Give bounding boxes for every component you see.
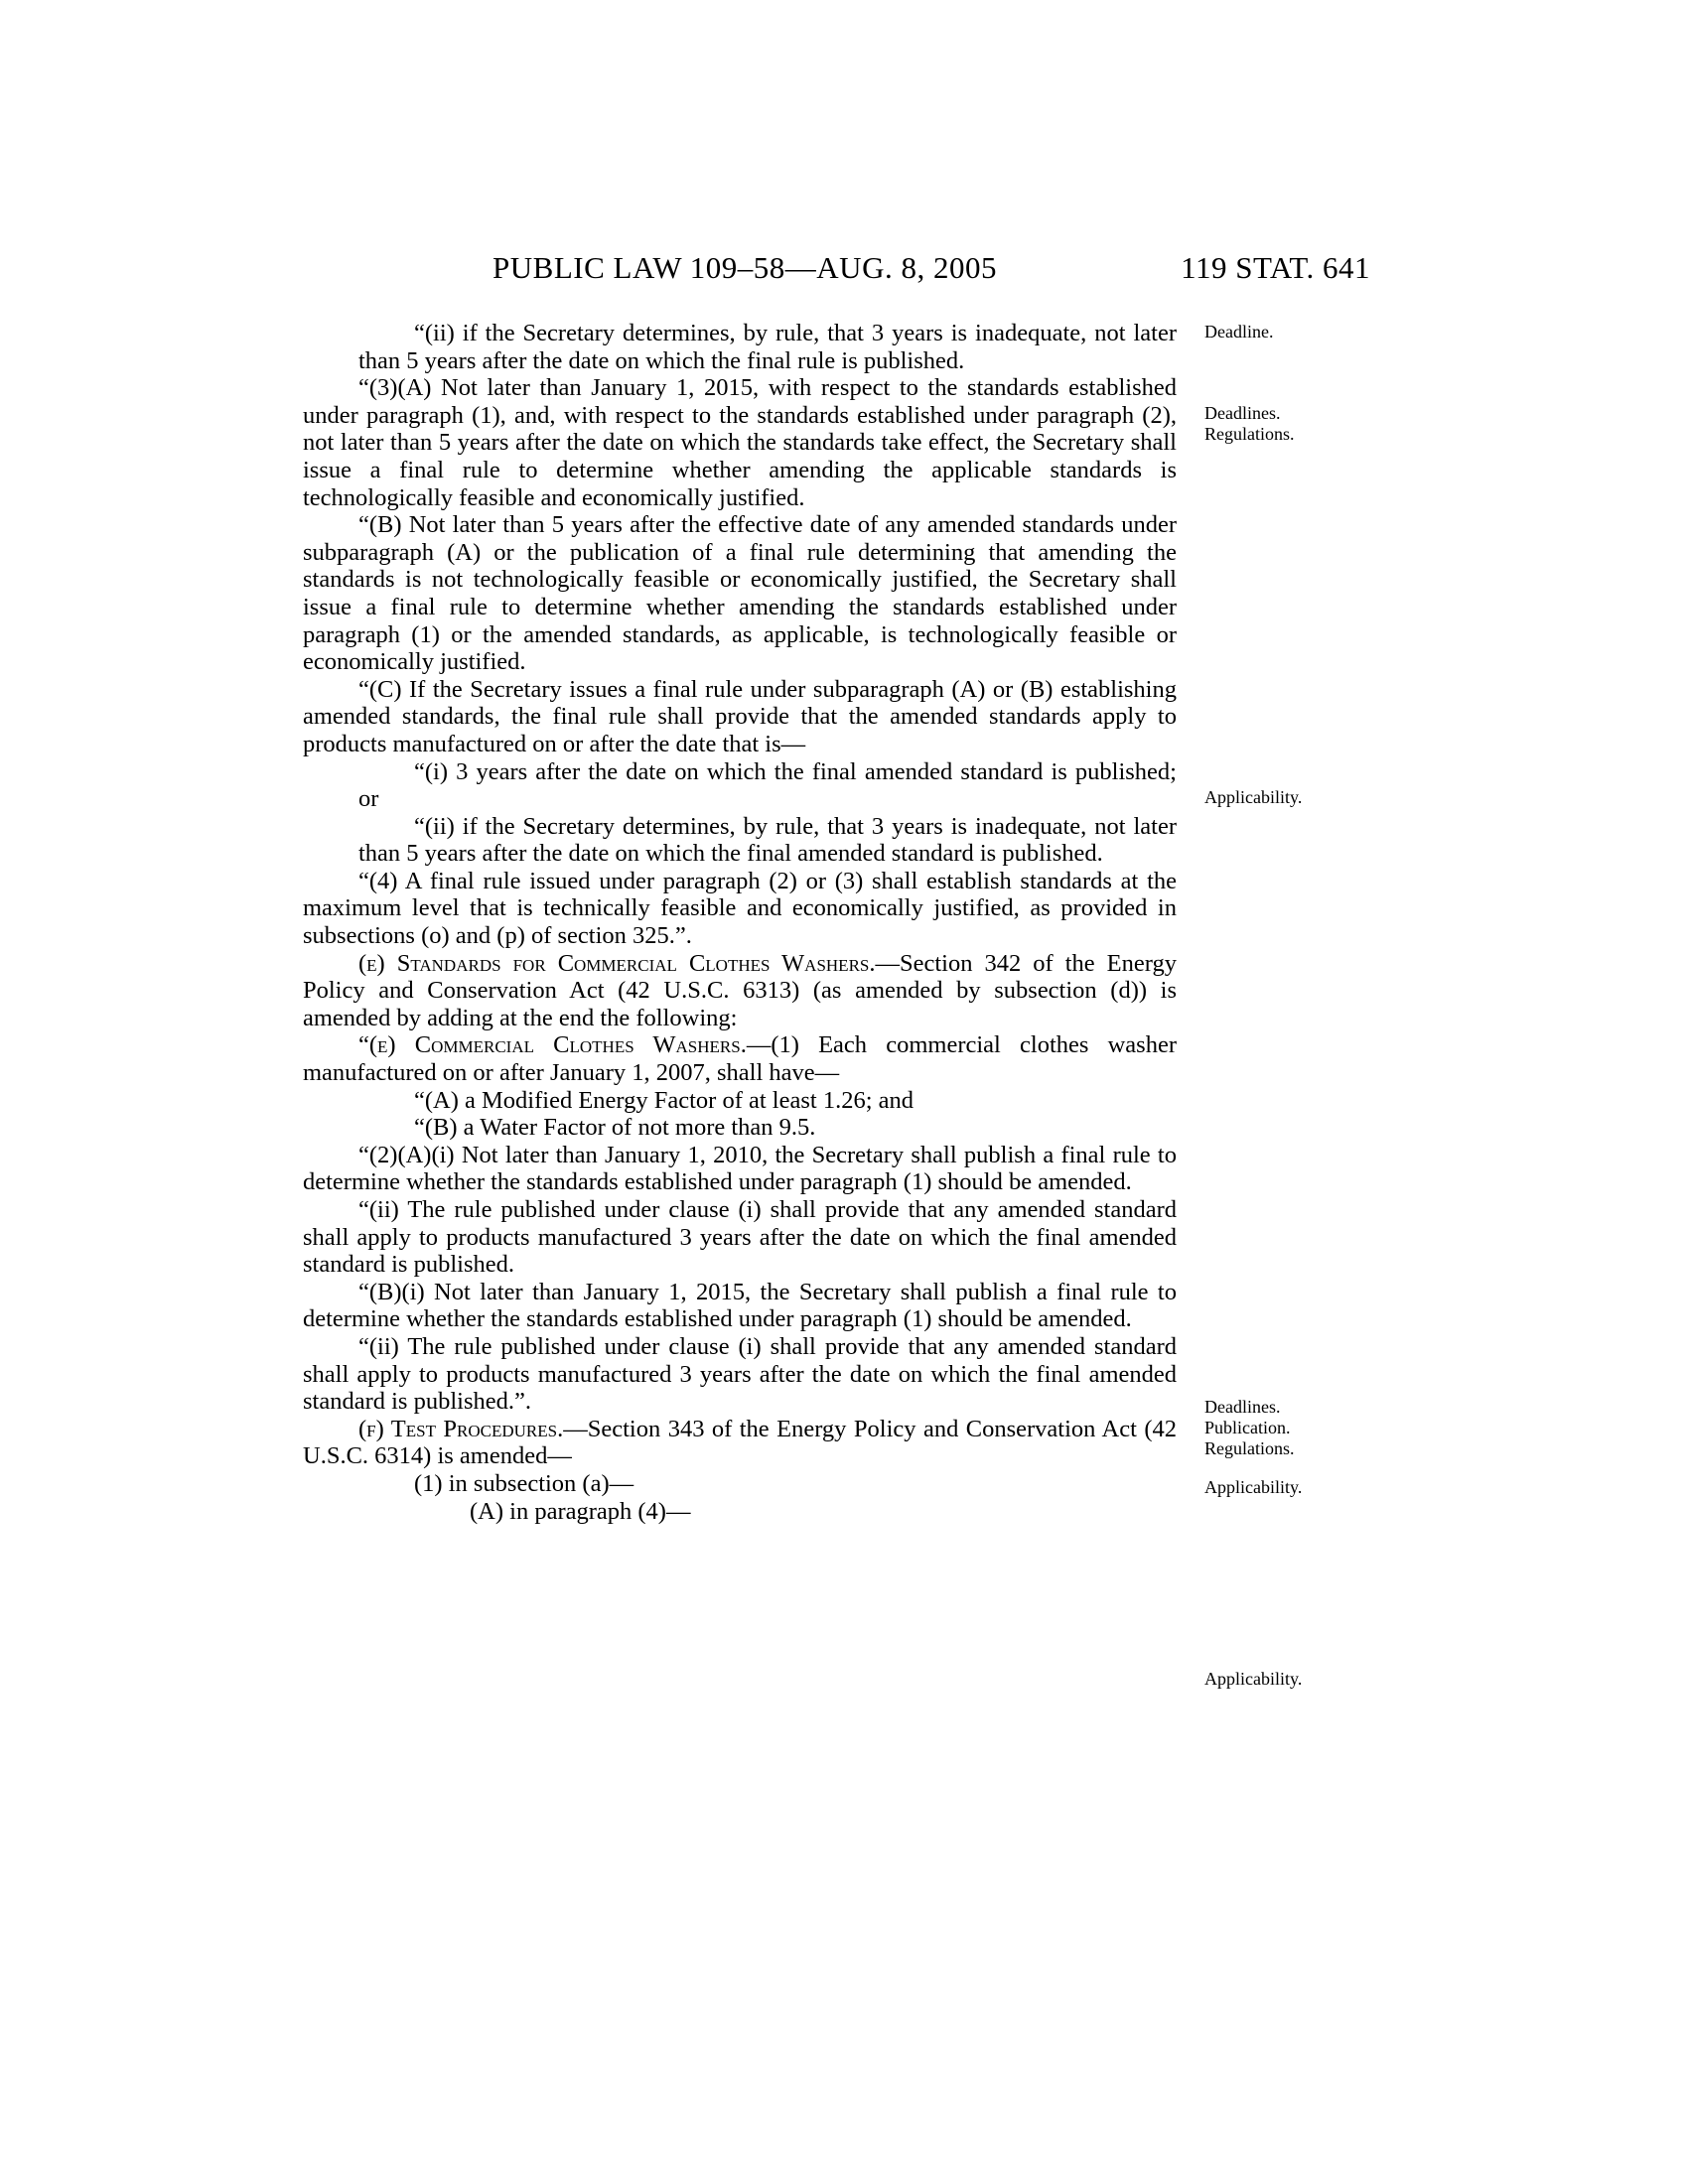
commercial-clothes-washers-heading: “(e) Commercial Clothes Washers.	[358, 1031, 747, 1059]
body-text	[303, 320, 1177, 1525]
margin-note-applicability-2: Applicability.	[1204, 1477, 1303, 1497]
subsection-f-heading: (f) Test Procedures.	[358, 1415, 564, 1442]
paragraph-3c: “(C) If the Secretary issues a final rule under subparagraph (A) or (B) establishing amended standards, the final rule shall provide that the amended standards apply to products manufactured on or after the date that is—	[303, 675, 1177, 757]
paragraph-f-1: (1) in subsection (a)—	[414, 1469, 634, 1497]
subsection-e	[303, 950, 1177, 1032]
subsection-e-text: —Section 342 of the Energy Policy and Conservation Act (42 U.S.C. 6313) (as amended by subsection (d)) is amended by adding at the end the following:	[303, 949, 1177, 1031]
paragraph-3c-i: “(i) 3 years after the date on which the final amended standard is published; or	[358, 757, 1177, 813]
margin-note-applicability-3: Applicability.	[1204, 1669, 1303, 1689]
paragraph-3a: “(3)(A) Not later than January 1, 2015, with respect to the standards established under paragraph (1), and, with respect to the standards established under paragraph (2), not later than 5 years after the date on which the standards take effect, the Secretary shall issue a final rule to determine whether amending the applicable standards is technologically feasible and economically justified.	[303, 374, 1177, 511]
paragraph-e-2-a-ii: “(ii) The rule published under clause (i) shall provide that any amended standard shall apply to products manufactured 3 years after the date on which the final amended standard is published.	[303, 1196, 1177, 1279]
page-header-stat-ref: 119 STAT. 641	[1181, 250, 1370, 285]
subsection-f	[303, 1416, 1177, 1470]
subsection-e-heading: (e) Standards for Commercial Clothes Washers.	[358, 949, 876, 977]
margin-note-applicability-1: Applicability.	[1204, 787, 1303, 807]
page-header-title: PUBLIC LAW 109–58—AUG. 8, 2005	[492, 250, 997, 285]
margin-note-deadlines-regulations: Deadlines. Regulations.	[1204, 403, 1295, 444]
page-header	[298, 250, 1370, 290]
paragraph-3b: “(B) Not later than 5 years after the effective date of any amended standards under subparagraph (A) or the publication of a final rule determining that amending the standards is not technologically feasible or economically justified, the Secretary shall issue a final rule to determine whether amending the standards established under paragraph (1) or the amended standards, as applicable, is technologically feasible or economically justified.	[303, 511, 1177, 676]
paragraph-e-2-a-i: “(2)(A)(i) Not later than January 1, 2010, the Secretary shall publish a final rule to determine whether the standards established under paragraph (1) should be amended.	[303, 1141, 1177, 1196]
subsection-f-text: —Section 343 of the Energy Policy and Conservation Act (42 U.S.C. 6314) is amended—	[303, 1415, 1178, 1470]
paragraph-3c-ii: “(ii) if the Secretary determines, by rule, that 3 years is inadequate, not later than 5 years after the date on which the final amended standard is published.	[358, 812, 1177, 868]
paragraph-e-1-a: “(A) a Modified Energy Factor of at least 1.26; and	[414, 1086, 914, 1114]
paragraph-e-2-b-ii: “(ii) The rule published under clause (i) shall provide that any amended standard shall apply to products manufactured 3 years after the date on which the final amended standard is published.”.	[303, 1332, 1177, 1416]
margin-note-deadlines-publication-regulations: Deadlines. Publication. Regulations.	[1204, 1397, 1295, 1458]
paragraph-ii-final-rule: “(ii) if the Secretary determines, by rule, that 3 years is inadequate, not later than 5 years after the date on which the final rule is published.	[358, 320, 1177, 374]
paragraph-e-2-b-i: “(B)(i) Not later than January 1, 2015, the Secretary shall publish a final rule to determine whether the standards established under paragraph (1) should be amended.	[303, 1278, 1177, 1333]
paragraph-e-1-b: “(B) a Water Factor of not more than 9.5.	[414, 1114, 816, 1142]
paragraph-4: “(4) A final rule issued under paragraph (2) or (3) shall establish standards at the maximum level that is technically feasible and economically justified, as provided in subsections (o) and (p) of section 325.”.	[303, 867, 1177, 950]
margin-note-deadline: Deadline.	[1204, 322, 1274, 341]
paragraph-f-1-a: (A) in paragraph (4)—	[470, 1497, 691, 1525]
commercial-clothes-washers-section	[303, 1031, 1177, 1086]
commercial-clothes-washers-text: —(1) Each commercial clothes washer manufactured on or after January 1, 2007, shall have—	[303, 1031, 1177, 1087]
